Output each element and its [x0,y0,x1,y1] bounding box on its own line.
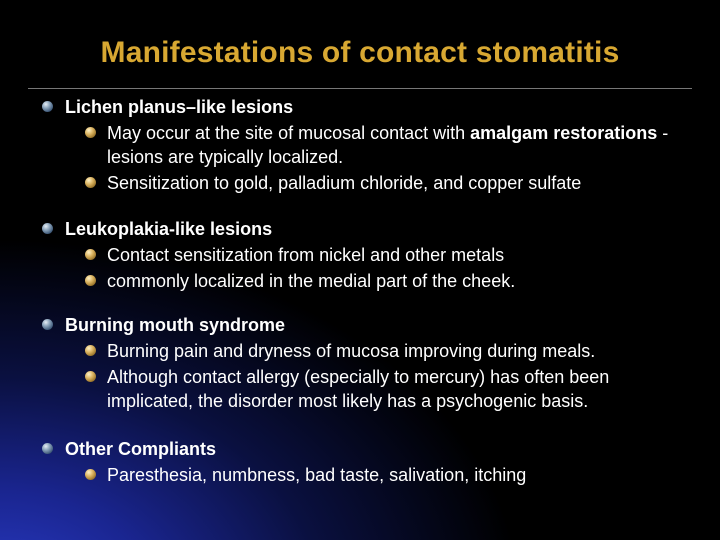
gold-sphere-bullet-icon [85,177,96,188]
sub-bullet-text: Contact sensitization from nickel and other metals [107,245,505,265]
gold-sphere-bullet-icon [85,345,96,356]
gold-sphere-bullet-icon [85,127,96,138]
gold-sphere-bullet-icon [85,275,96,286]
blue-sphere-bullet-icon [42,101,53,112]
section-burning-mouth [40,313,700,413]
heading-text: Other Compliants [65,439,217,459]
sub-bullet [40,339,700,363]
bullet-heading [40,95,700,119]
sub-bullet-text: Burning pain and dryness of mucosa improving during meals. [107,341,596,361]
section-lichen-planus [40,95,700,195]
sub-bullet-text: Although contact allergy (especially to mercury) has often been implicated, the disorder most likely has a psychogenic basis. [107,367,610,411]
slide-content [40,95,700,509]
blue-sphere-bullet-icon [42,443,53,454]
heading-text: Leukoplakia-like lesions [65,219,273,239]
bullet-heading [40,313,700,337]
sub-bullet-text-suffix: - lesions are typically localized. [107,123,669,167]
gold-sphere-bullet-icon [85,249,96,260]
sub-bullet [40,171,700,195]
sub-bullet-text: Sensitization to gold, palladium chloride, and copper sulfate [107,173,582,193]
sub-bullet [40,269,700,293]
slide-title: Manifestations of contact stomatitis [100,36,620,69]
heading-text: Lichen planus–like lesions [65,97,294,117]
sub-bullet-text-bold: amalgam restorations [470,123,658,143]
sub-bullet [40,121,700,169]
sub-bullet [40,243,700,267]
blue-sphere-bullet-icon [42,223,53,234]
section-other-complaints [40,437,700,487]
sub-bullet-text: commonly localized in the medial part of the cheek. [107,271,516,291]
gold-sphere-bullet-icon [85,371,96,382]
heading-text: Burning mouth syndrome [65,315,285,335]
sub-bullet-text: Paresthesia, numbness, bad taste, salivation, itching [107,465,527,485]
section-leukoplakia [40,217,700,293]
sub-bullet-text-prefix: May occur at the site of mucosal contact with [107,123,471,143]
sub-bullet [40,463,700,487]
bullet-heading [40,217,700,241]
blue-sphere-bullet-icon [42,319,53,330]
gold-sphere-bullet-icon [85,469,96,480]
bullet-heading [40,437,700,461]
sub-bullet [40,365,700,413]
title-separator [28,88,692,89]
